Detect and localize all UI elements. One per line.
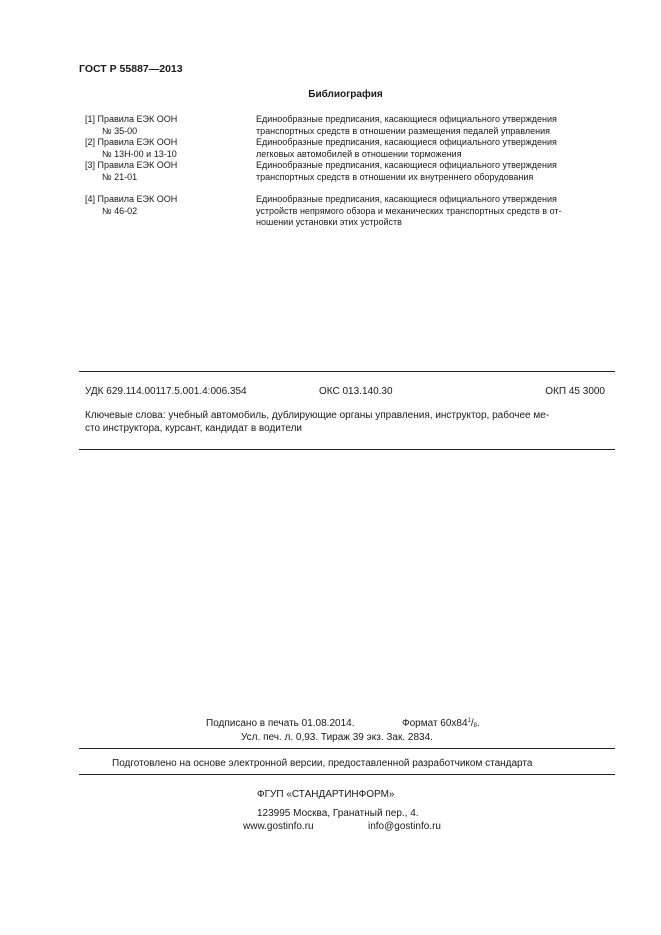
signed-date: Подписано в печать 01.08.2014. — [206, 718, 355, 729]
oks-code: ОКС 013.140.30 — [319, 386, 393, 397]
email-link[interactable]: info@gostinfo.ru — [368, 821, 441, 832]
bibliography-ref — [85, 194, 245, 217]
keywords-line: Ключевые слова: учебный автомобиль, дублирующие органы управления, инструктор, рабочее ме- — [85, 410, 550, 421]
bibliography-desc — [256, 194, 601, 229]
publisher-address: 123995 Москва, Гранатный пер., 4. — [257, 808, 419, 819]
ref-line: [1] Правила ЕЭК ООН — [85, 114, 178, 124]
ref-line: [2] Правила ЕЭК ООН — [85, 137, 178, 147]
desc-line: легковых автомобилей в отношении торможения — [256, 148, 462, 159]
bibliography-desc — [256, 137, 601, 160]
bibliography-desc — [256, 160, 601, 183]
divider-top — [79, 371, 615, 372]
print-format: Формат $60x84^1/_8$. — [402, 718, 480, 729]
desc-line: транспортных средств в отношении их внутреннего оборудования — [256, 171, 534, 182]
desc-line: устройств непрямого обзора и механических транспортных средств в от- — [256, 205, 562, 216]
desc-line: Единообразные предписания, касающиеся официального утверждения — [256, 114, 557, 124]
bibliography-ref — [85, 137, 245, 160]
keywords — [85, 409, 605, 435]
format-numerator: 1 — [467, 718, 471, 724]
ref-number: № 35-00 — [102, 125, 138, 136]
udk-code: УДК 629.114.00117.5.001.4:006.354 — [85, 386, 247, 397]
bibliography-ref — [85, 160, 245, 183]
bibliography-title — [0, 89, 661, 100]
okp-code: ОКП 45 3000 — [545, 386, 605, 397]
ref-number: № 13Н-00 и 13-10 — [102, 148, 177, 159]
desc-line: ношении установки этих устройств — [256, 217, 402, 228]
desc-line: транспортных средств в отношении размещения педалей управления — [256, 125, 550, 136]
format-suffix: . — [477, 718, 480, 729]
ref-line: [3] Правила ЕЭК ООН — [85, 160, 178, 170]
desc-line: Единообразные предписания, касающиеся официального утверждения — [256, 160, 557, 170]
print-info: Усл. печ. л. 0,93. Тираж 39 экз. Зак. 2834. — [241, 732, 433, 743]
desc-line: Единообразные предписания, касающиеся официального утверждения — [256, 137, 557, 147]
bibliography-desc — [256, 114, 601, 137]
ref-number: № 46-02 — [102, 205, 138, 216]
divider-bottom — [79, 774, 615, 775]
document-code: ГОСТ Р 55887—2013 — [79, 63, 183, 75]
keywords-line: сто инструктора, курсант, кандидат в водители — [85, 423, 302, 434]
prepared-note: Подготовлено на основе электронной версии, предоставленной разработчиком стандарта — [112, 758, 533, 769]
format-denominator: 8 — [473, 723, 478, 729]
desc-line: Единообразные предписания, касающиеся официального утверждения — [256, 194, 557, 204]
publisher-name: ФГУП «СТАНДАРТИНФОРМ» — [257, 789, 395, 800]
format-text: Формат 60x84 — [402, 718, 468, 729]
divider-imprint — [79, 748, 615, 749]
ref-line: [4] Правила ЕЭК ООН — [85, 194, 178, 204]
ref-number: № 21-01 — [102, 171, 138, 182]
bibliography-title-text: Библиография — [308, 89, 383, 100]
divider-keywords — [79, 449, 615, 450]
bibliography-ref — [85, 114, 245, 137]
website-link[interactable]: www.gostinfo.ru — [243, 821, 314, 832]
